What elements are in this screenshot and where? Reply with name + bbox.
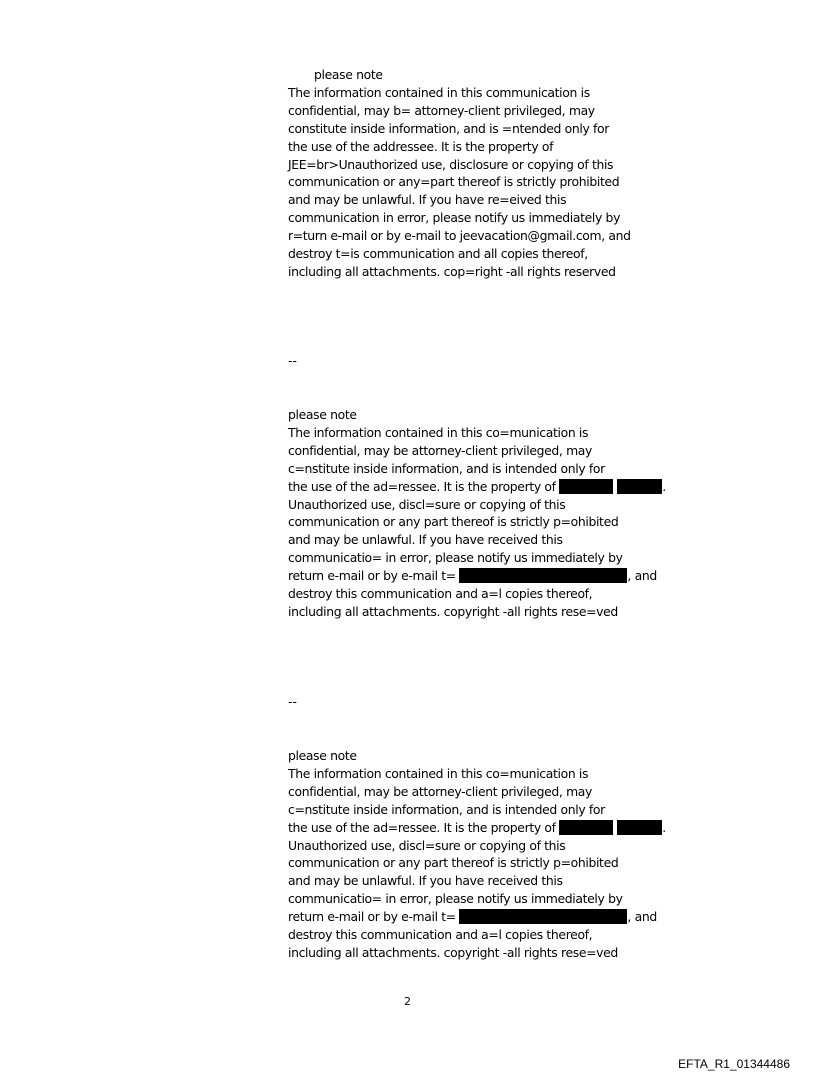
disclaimer-line: communication or any=part thereof is strictly prohibited bbox=[288, 174, 620, 190]
line-text: the use of the ad=ressee. It is the property of bbox=[288, 478, 560, 494]
disclaimer-line: confidential, may be attorney-client privileged, may bbox=[288, 783, 593, 799]
redaction-box bbox=[459, 568, 627, 583]
disclaimer-heading: please note bbox=[314, 67, 383, 82]
separator-2: -- bbox=[288, 694, 297, 709]
redaction-box bbox=[617, 820, 662, 835]
redaction-box bbox=[459, 909, 627, 924]
disclaimer-line: communicatio= in error, please notify us immediately by bbox=[288, 550, 623, 566]
line-text: the use of the ad=ressee. It is the property of bbox=[288, 819, 560, 835]
disclaimer-line: communication in error, please notify us immediately by bbox=[288, 210, 621, 226]
disclaimer-line: communicatio= in error, please notify us immediately by bbox=[288, 891, 623, 907]
disclaimer-line: Unauthorized use, discl=sure or copying of this bbox=[288, 496, 566, 512]
document-id: EFTA_R1_01344486 bbox=[678, 1057, 790, 1071]
disclaimer-line: confidential, may be attorney-client privileged, may bbox=[288, 442, 593, 458]
line-text: . bbox=[662, 819, 666, 835]
disclaimer-heading: please note bbox=[288, 748, 357, 763]
disclaimer-line: and may be unlawful. If you have received this bbox=[288, 873, 563, 889]
separator-1: -- bbox=[288, 353, 297, 368]
disclaimer-line: constitute inside information, and is =ntended only for bbox=[288, 120, 610, 136]
disclaimer-line bbox=[288, 567, 688, 585]
disclaimer-line: r=turn e-mail or by e-mail to jeevacation@gmail.com, and bbox=[288, 228, 631, 244]
redaction-box bbox=[559, 479, 613, 494]
disclaimer-block-3 bbox=[288, 747, 688, 962]
disclaimer-line: destroy this communication and a=l copies thereof, bbox=[288, 927, 593, 943]
disclaimer-line: The information contained in this communication is bbox=[288, 84, 590, 100]
disclaimer-line: confidential, may b= attorney-client privileged, may bbox=[288, 102, 595, 118]
disclaimer-line: and may be unlawful. If you have re=eived this bbox=[288, 192, 567, 208]
disclaimer-line: including all attachments. copyright -all rights rese=ved bbox=[288, 944, 618, 960]
disclaimer-line bbox=[288, 908, 688, 926]
disclaimer-line: c=nstitute inside information, and is intended only for bbox=[288, 460, 605, 476]
line-text: . bbox=[662, 478, 666, 494]
disclaimer-line: destroy this communication and a=l copies thereof, bbox=[288, 586, 593, 602]
disclaimer-block-2 bbox=[288, 406, 688, 621]
line-text: return e-mail or by e-mail t= bbox=[288, 909, 460, 925]
page-number: 2 bbox=[404, 995, 411, 1008]
disclaimer-line bbox=[288, 478, 688, 496]
disclaimer-line: communication or any part thereof is strictly p=ohibited bbox=[288, 855, 619, 871]
redaction-box bbox=[559, 820, 613, 835]
disclaimer-line: Unauthorized use, discl=sure or copying of this bbox=[288, 837, 566, 853]
redaction-box bbox=[617, 479, 662, 494]
disclaimer-line: JEE=br>Unauthorized use, disclosure or copying of this bbox=[288, 156, 614, 172]
disclaimer-line: destroy t=is communication and all copies thereof, bbox=[288, 246, 588, 262]
line-text: , and bbox=[627, 568, 657, 584]
disclaimer-line: The information contained in this co=munication is bbox=[288, 424, 589, 440]
disclaimer-line: The information contained in this co=munication is bbox=[288, 765, 589, 781]
line-text: , and bbox=[627, 909, 657, 925]
disclaimer-line: including all attachments. copyright -all rights rese=ved bbox=[288, 603, 618, 619]
disclaimer-line: including all attachments. cop=right -all rights reserved bbox=[288, 263, 616, 279]
disclaimer-line: c=nstitute inside information, and is intended only for bbox=[288, 801, 605, 817]
disclaimer-block-1 bbox=[288, 66, 688, 281]
disclaimer-heading: please note bbox=[288, 407, 357, 422]
disclaimer-line: and may be unlawful. If you have received this bbox=[288, 532, 563, 548]
disclaimer-line bbox=[288, 819, 688, 837]
disclaimer-line: communication or any part thereof is strictly p=ohibited bbox=[288, 514, 619, 530]
disclaimer-line: the use of the addressee. It is the property of bbox=[288, 138, 554, 154]
line-text: return e-mail or by e-mail t= bbox=[288, 568, 460, 584]
